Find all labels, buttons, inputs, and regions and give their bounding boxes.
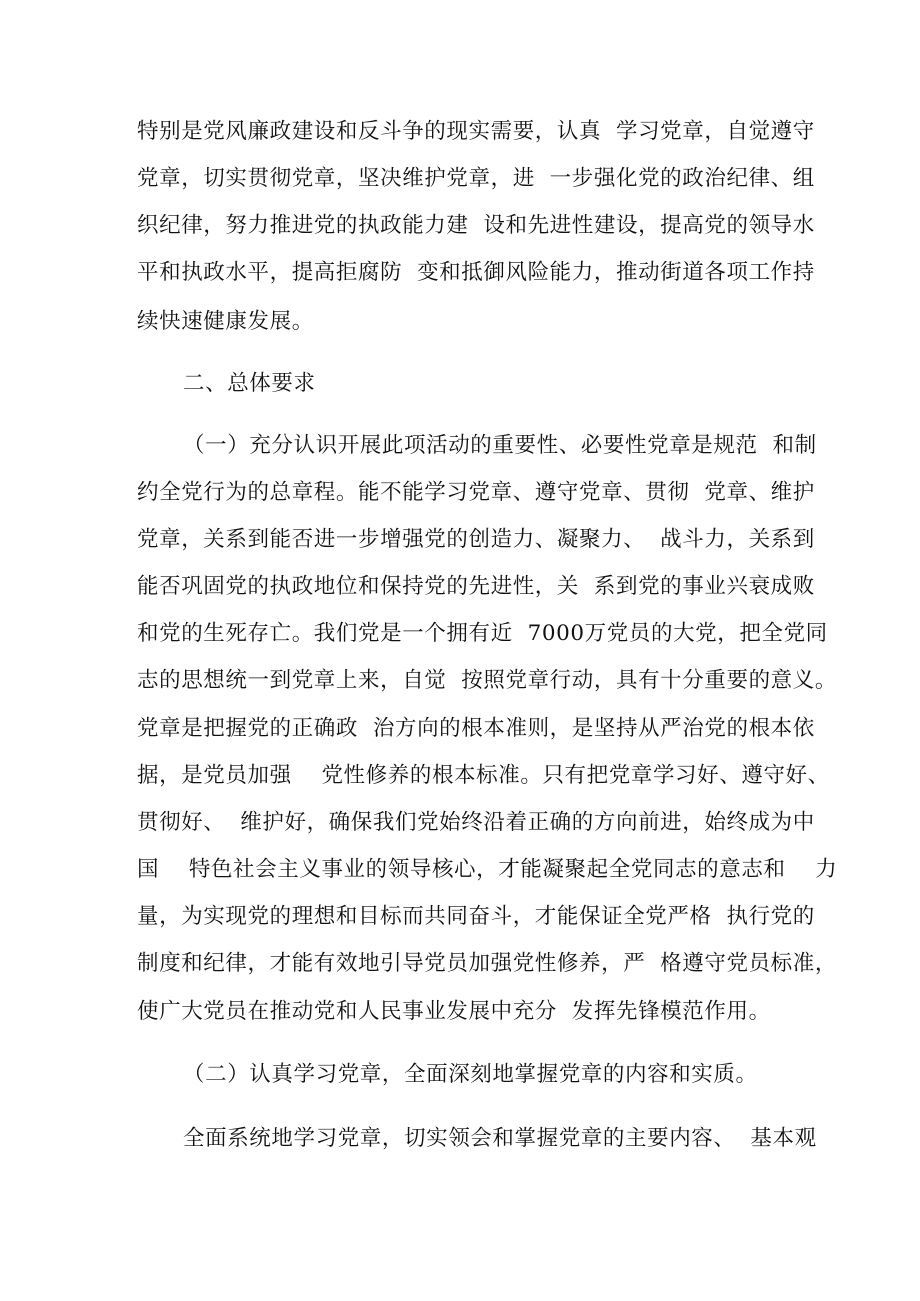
- paragraph-line: 续快速健康发展。: [137, 309, 314, 334]
- paragraph-line: 特别是党风廉政建设和反斗争的现实需要，认真 学习党章，自觉遵守: [137, 119, 815, 144]
- paragraph-line: 党章，关系到能否进一步增强党的创造力、凝聚力、 战斗力，关系到: [137, 527, 815, 552]
- paragraph-line: 党章，切实贯彻党章，坚决维护党章，进 一步强化党的政治纪律、组: [137, 166, 815, 191]
- paragraph-line: 志的思想统一到党章上来，自觉 按照党章行动，具有十分重要的意义。: [137, 668, 837, 693]
- paragraph-line: 织纪律，努力推进党的执政能力建 设和先进性建设，提高党的领导水: [137, 213, 815, 238]
- paragraph-line: 能否巩固党的执政地位和保持党的先进性，关 系到党的事业兴衰成败: [137, 574, 815, 599]
- paragraph-line: 使广大党员在推动党和人民事业发展中充分 发挥先锋模范作用。: [137, 999, 771, 1024]
- paragraph-line: 党章是把握党的正确政 治方向的根本准则，是坚持从严治党的根本依: [137, 716, 815, 741]
- paragraph-line: （一）充分认识开展此项活动的重要性、必要性党章是规范 和制: [183, 433, 817, 458]
- paragraph-line: 据，是党员加强 党性修养的根本标准。只有把党章学习好、遵守好、: [137, 763, 830, 788]
- paragraph-line: 量，为实现党的理想和目标而共同奋斗，才能保证全党严格 执行党的: [137, 904, 815, 929]
- section-heading: 二、总体要求: [183, 371, 316, 396]
- paragraph-line: 约全党行为的总章程。能不能学习党章、遵守党章、贯彻 党章、维护: [137, 480, 815, 505]
- paragraph-line: 平和执政水平，提高拒腐防 变和抵御风险能力，推动街道各项工作持: [137, 260, 815, 285]
- paragraph-line: 和党的生死存亡。我们党是一个拥有近 7000万党员的大党，把全党同: [137, 621, 828, 646]
- subsection-heading: （二）认真学习党章，全面深刻地掌握党章的内容和实质。: [183, 1062, 758, 1087]
- paragraph-line: 全面系统地学习党章，切实领会和掌握党章的主要内容、 基本观: [183, 1126, 817, 1151]
- paragraph-line: 国 特色社会主义事业的领导核心，才能凝聚起全党同志的意志和 力: [137, 857, 838, 882]
- paragraph-line: 制度和纪律，才能有效地引导党员加强党性修养，严 格遵守党员标准，: [137, 951, 837, 976]
- paragraph-line: 贯彻好、 维护好，确保我们党始终沿着正确的方向前进，始终成为中: [137, 810, 815, 835]
